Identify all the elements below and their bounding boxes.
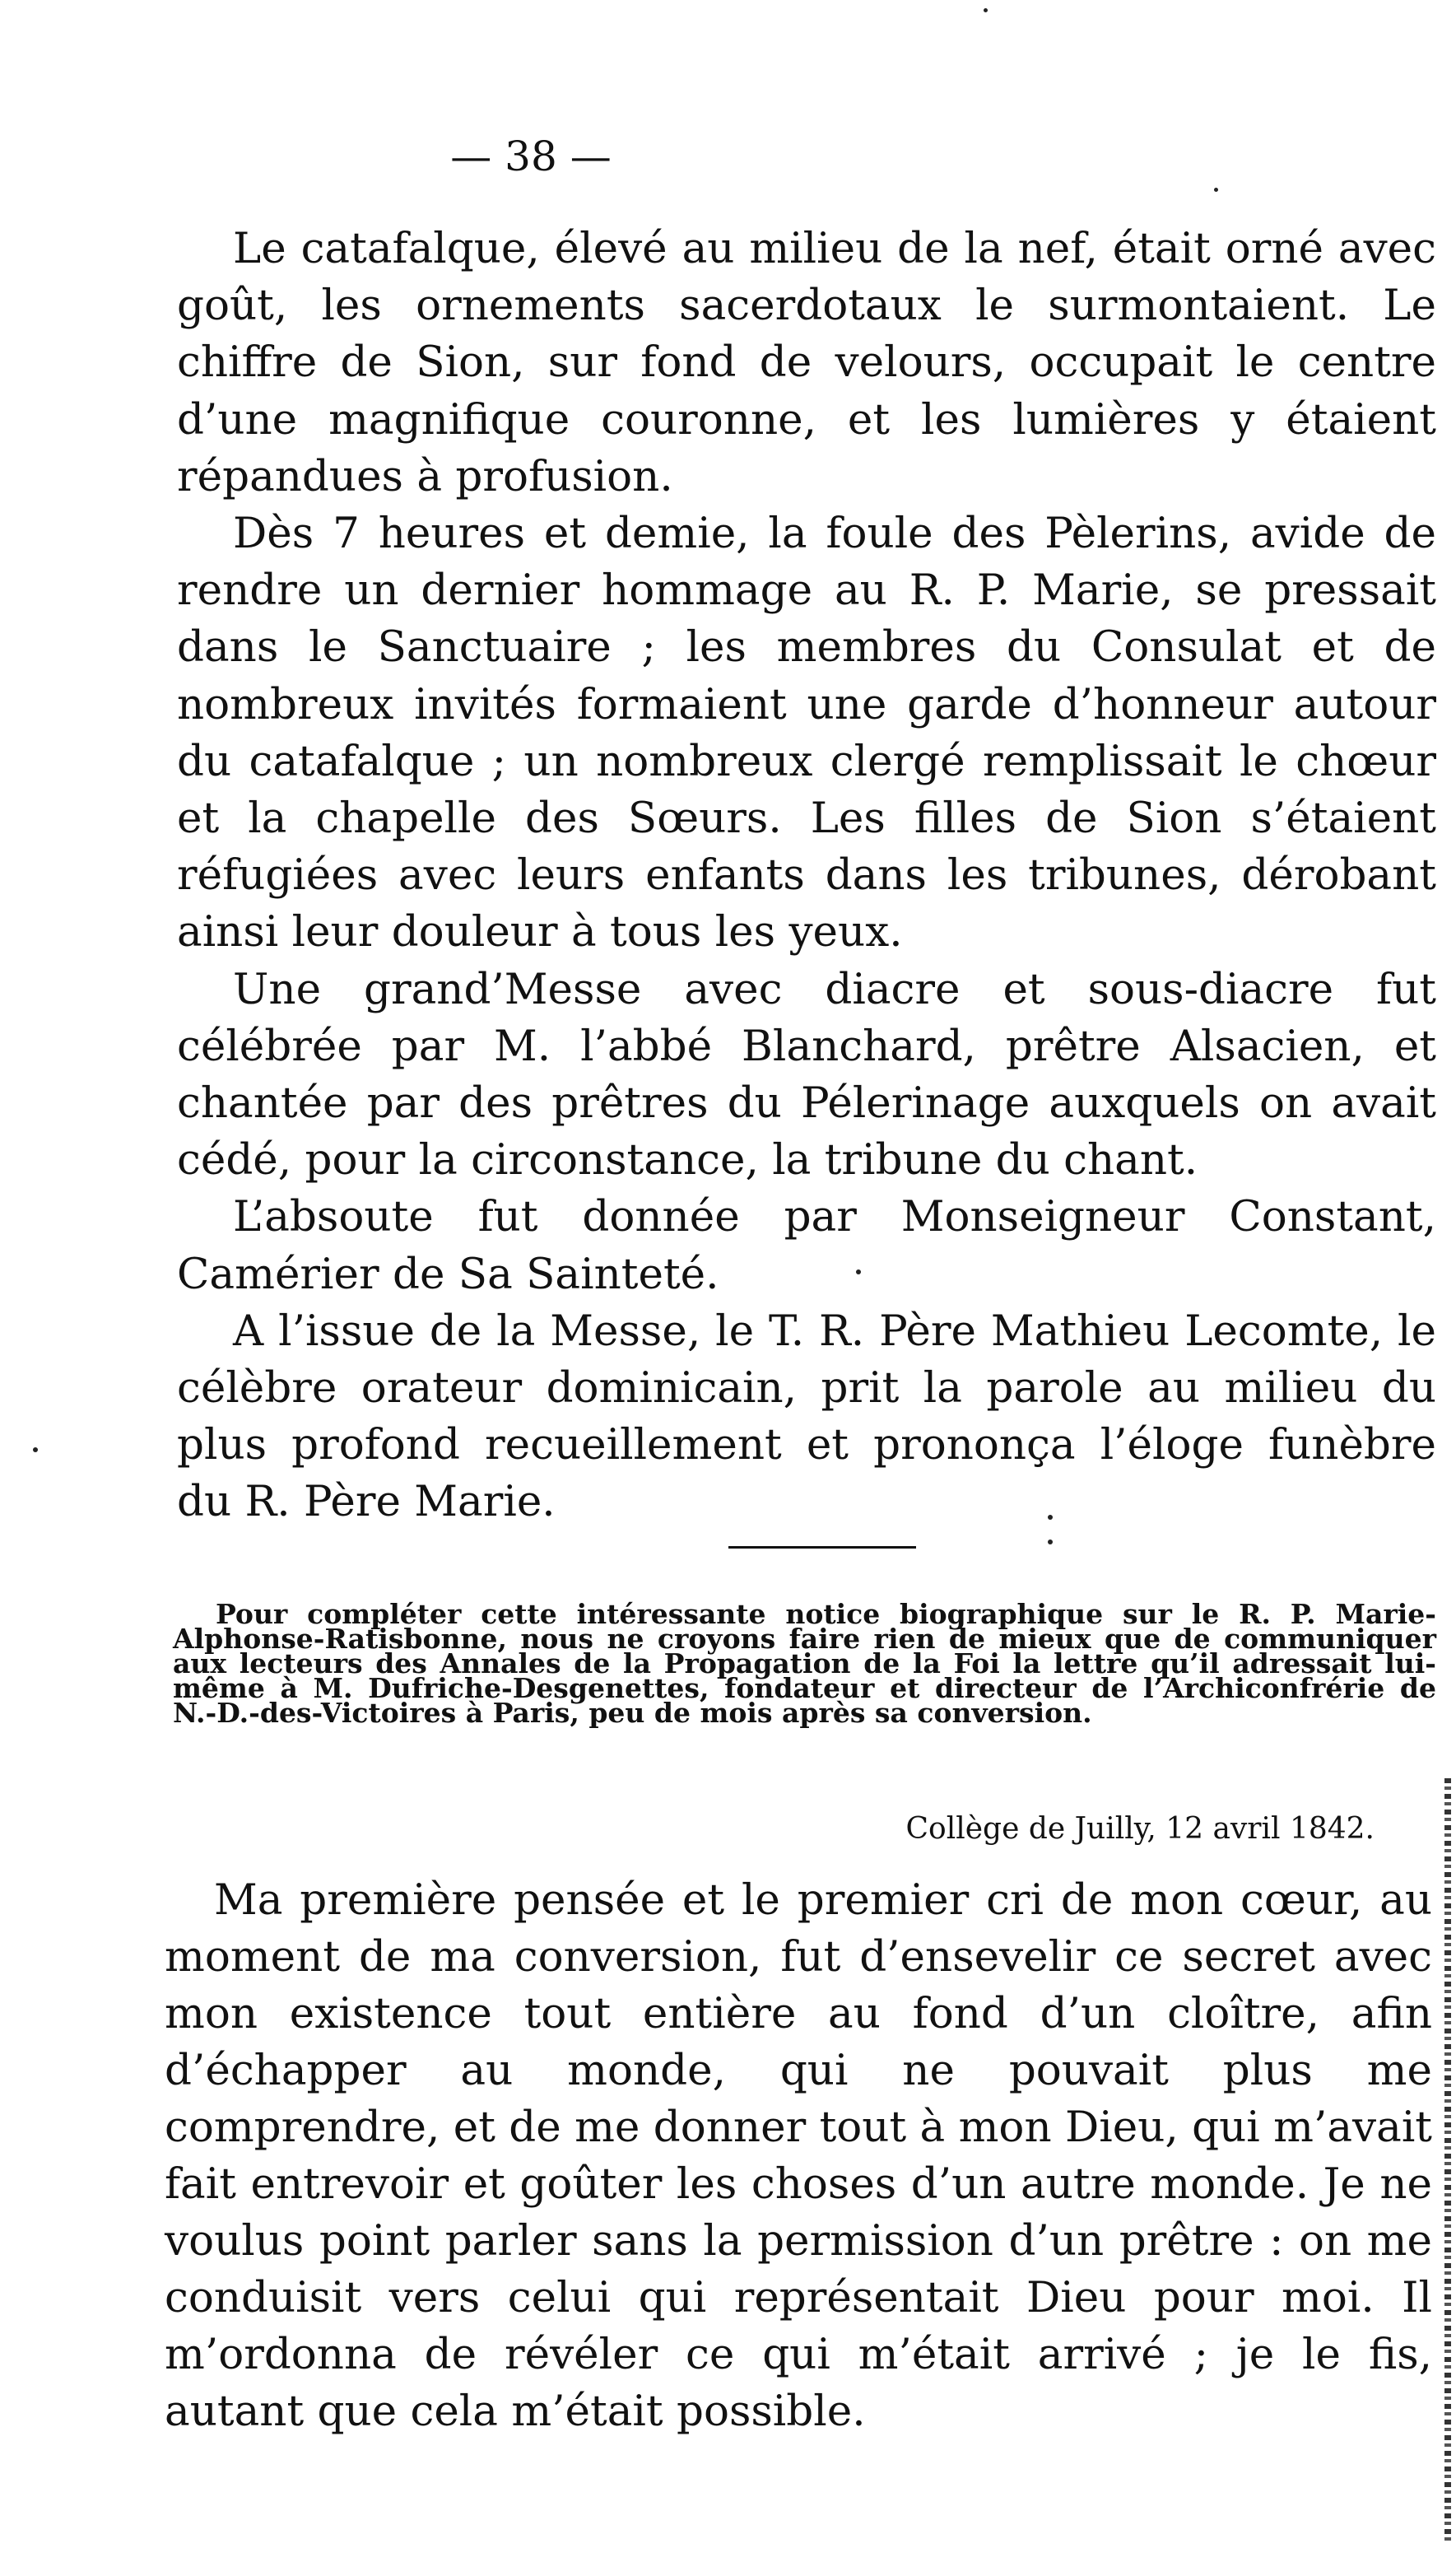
ink-speck: [1048, 1515, 1053, 1520]
page-number: — 38 —: [450, 133, 612, 180]
footnote-text: Pour compléter cette intéressante notice biographique sur le R. P. Marie-Alphonse-Ratisbonne, nous ne croyons faire rien de mieux que de communiquer aux lecteurs des Annales de la Propagation de la Foi la lettre qu’il adressait lui-même à M. Dufriche-Desgenettes, fondateur et directeur de l’Archiconfrérie de N.-D.-des-Victoires à Paris, peu de mois après sa conversion.: [173, 1598, 1436, 1729]
letter-paragraph: Ma première pensée et le premier cri de mon cœur, au moment de ma conversion, fut d’ensevelir ce secret avec mon existence tout entière au fond d’un cloître, afin d’échapper au monde, qui ne pouvait plus me comprendre, et de me donner tout à mon Dieu, qui m’avait fait entrevoir et goûter les choses d’un autre monde. Je ne voulus point parler sans la permission d’un prêtre : on me conduisit vers celui qui représentait Dieu pour moi. Il m’ordonna de révéler ce qui m’était arrivé ; je le fis, autant que cela m’était possible.: [165, 1875, 1432, 2436]
ink-speck: [1214, 188, 1218, 192]
ink-speck: [856, 1269, 861, 1274]
ink-speck: [1048, 1540, 1053, 1544]
ink-speck: [984, 8, 988, 12]
paragraph-absoute: L’absoute fut donnée par Monseigneur Constant, Camérier de Sa Sainteté.: [177, 1192, 1436, 1299]
main-text: [177, 221, 1436, 1531]
ink-speck: [33, 1447, 38, 1452]
paragraph-catafalque: Le catafalque, élevé au milieu de la nef, était orné avec goût, les ornements sacerdotaux le surmontaient. Le chiffre de Sion, sur fond de velours, occupait le centre d’une magnifique couronne, et les lumières y étaient répandues à profusion.: [177, 224, 1436, 501]
page-edge-shadow: [1444, 1778, 1451, 2544]
paragraph-mass: Une grand’Messe avec diacre et sous-diacre fut célébrée par M. l’abbé Blanchard, prêtre Alsacien, et chantée par des prêtres du Pélerinage auxquels on avait cédé, pour la circonstance, la tribune du chant.: [177, 964, 1436, 1186]
paragraph-eulogy: A l’issue de la Messe, le T. R. Père Mathieu Lecomte, le célèbre orateur dominicain, prit la parole au milieu du plus profond recueillement et prononça l’éloge funèbre du R. Père Marie.: [177, 1306, 1436, 1527]
footnote: [173, 1598, 1436, 1729]
letter-body: [165, 1872, 1432, 2440]
paragraph-pilgrims: Dès 7 heures et demie, la foule des Pèlerins, avide de rendre un dernier hommage au R. P. Marie, se pressait dans le Sanctuaire ; les membres du Consulat et de nombreux invités formaient une garde d’honneur autour du catafalque ; un nombreux clergé remplissait le chœur et la chapelle des Sœurs. Les filles de Sion s’étaient réfugiées avec leurs enfants dans les tribunes, dérobant ainsi leur douleur à tous les yeux.: [177, 509, 1436, 957]
section-divider: [728, 1546, 916, 1549]
letter-dateline: Collège de Juilly, 12 avril 1842.: [905, 1812, 1375, 1846]
